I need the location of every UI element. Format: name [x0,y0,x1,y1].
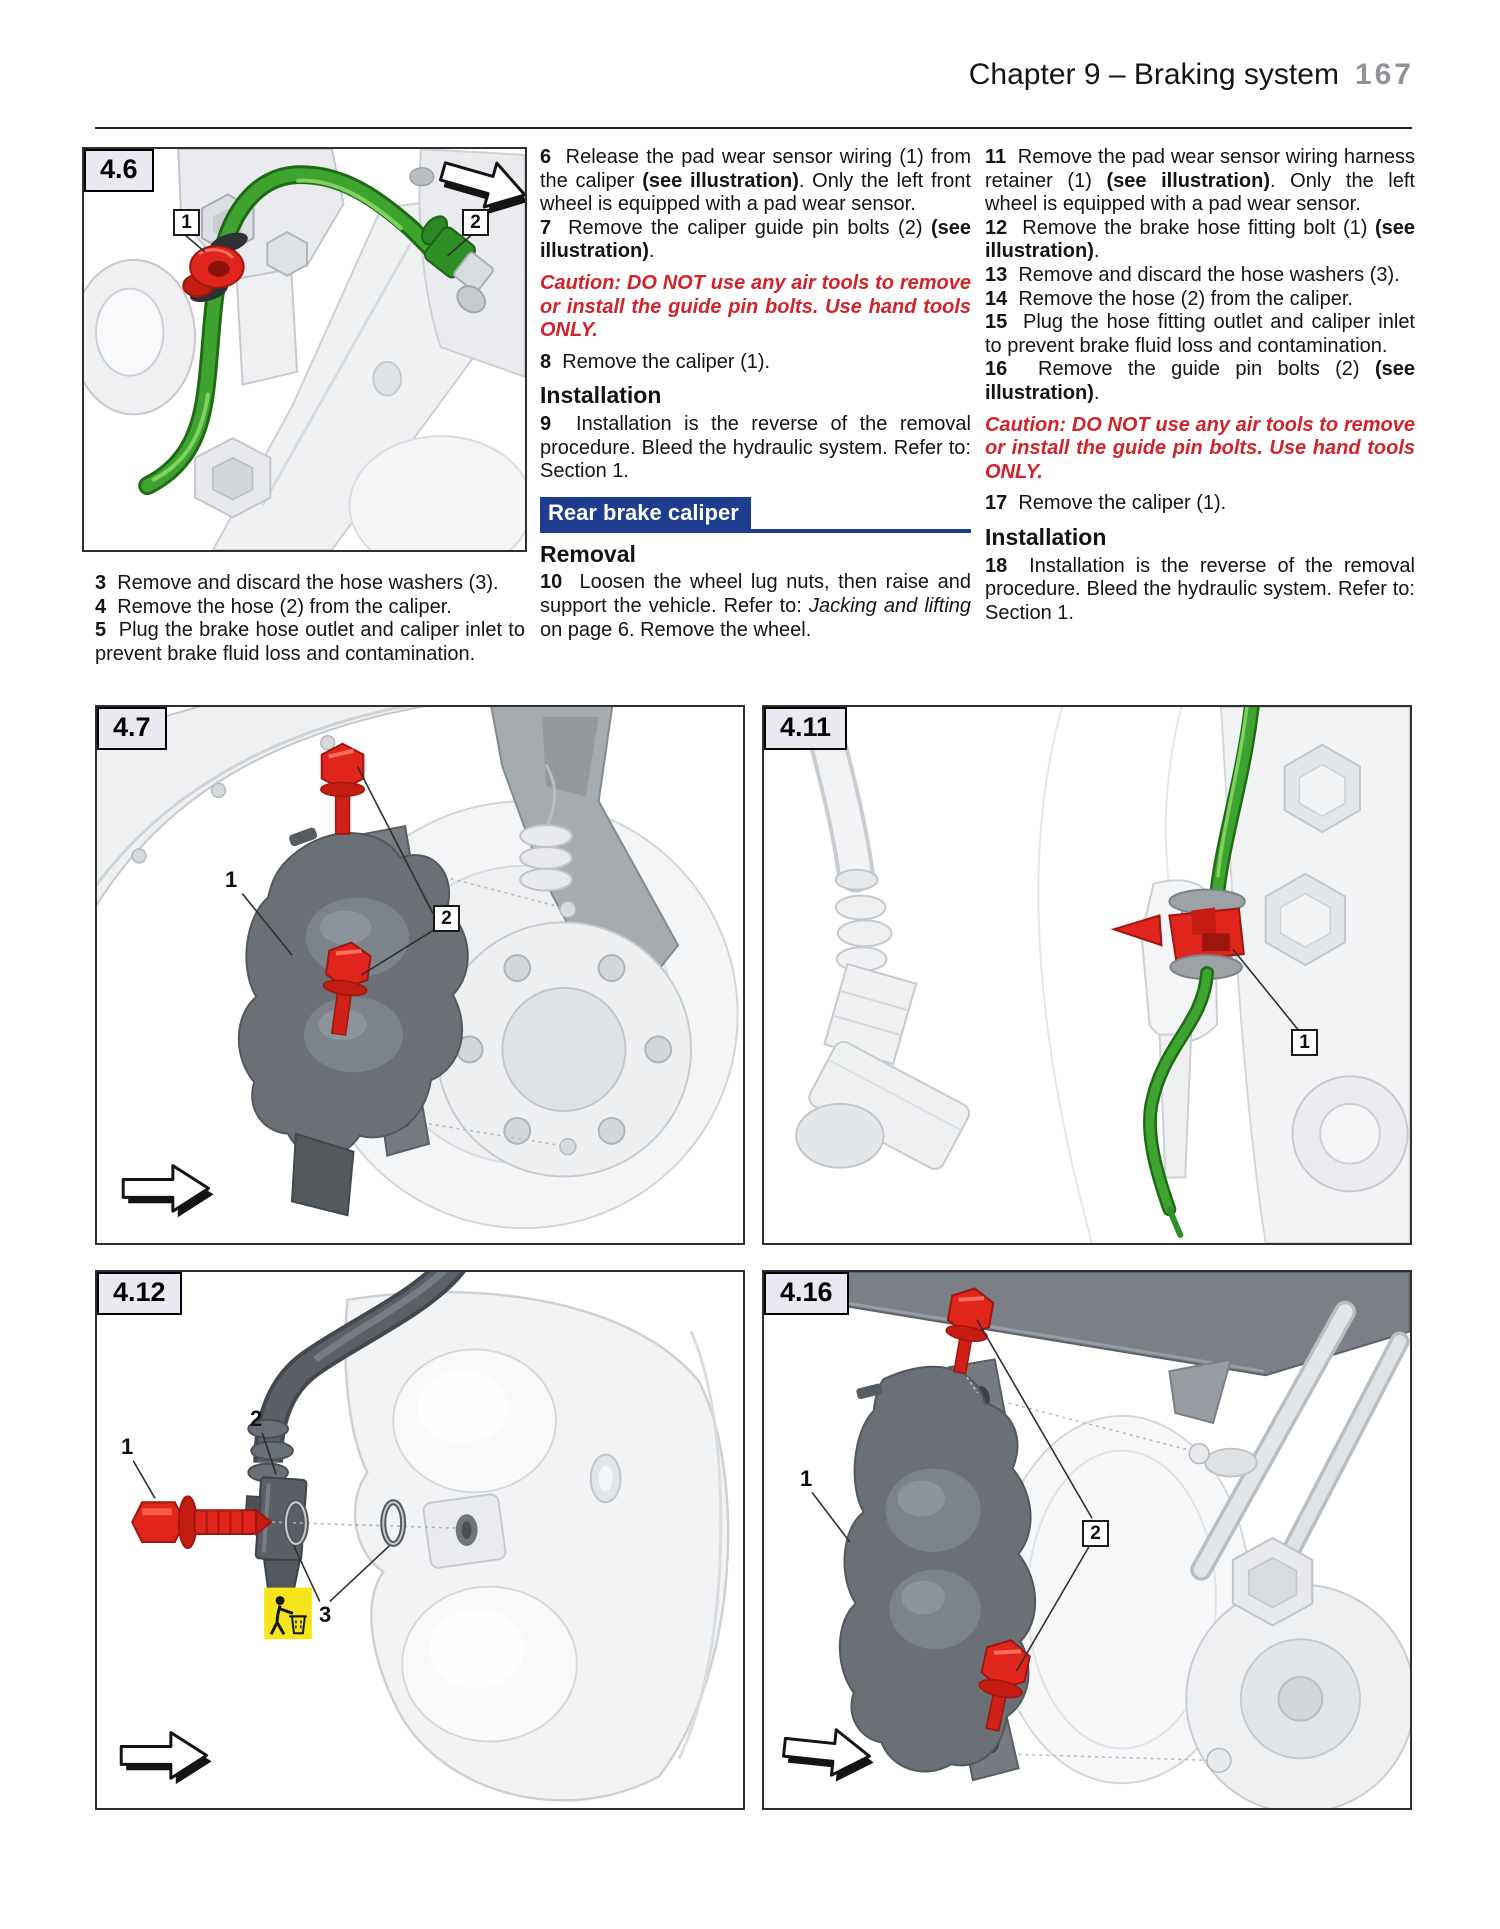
column-left [95,572,525,666]
figure-4-16-label: 4.16 [764,1272,849,1315]
step-6: 6 Release the pad wear sensor wiring (1) from the caliper (see illustration). Only the left front wheel is equipped with a pad wear sensor. [540,146,971,216]
installation-heading-2: Installation [985,523,1107,550]
figure-4-11-illustration [764,707,1410,1243]
step-15: 15 Plug the hose fitting outlet and caliper inlet to prevent brake fluid loss and contamination. [985,311,1415,357]
step-10: 10 Loosen the wheel lug nuts, then raise and support the vehicle. Refer to: Jacking and lifting on page 6. Remove the wheel. [540,571,972,641]
figure-4-7-label: 4.7 [97,707,167,750]
column-middle [540,146,971,642]
step-14: 14 Remove the hose (2) from the caliper. [985,287,1353,310]
figure-4-12-callout-2: 2 [250,1406,263,1431]
header-divider [95,127,1412,129]
figure-4-12-illustration [97,1272,743,1808]
chapter-title: Chapter 9 – Braking system [968,58,1339,91]
step-18: 18 Installation is the reverse of the removal procedure. Bleed the hydraulic system. Refer to: Section 1. [985,554,1415,624]
figure-4-16 [762,1270,1412,1810]
figure-4-12-callout-1: 1 [121,1434,134,1459]
figure-4-6-illustration [84,149,525,550]
step-13: 13 Remove and discard the hose washers (3). [985,263,1400,286]
caution-note: Caution: DO NOT use any air tools to remove or install the guide pin bolts. Use hand tools ONLY. [540,271,971,342]
figure-4-6-callout-2: 2 [462,209,489,236]
figure-4-12 [95,1270,745,1810]
figure-4-16-callout-1: 1 [800,1466,813,1491]
step-7: 7 Remove the caliper guide pin bolts (2) (see illustration). [540,216,971,263]
figure-4-11-label: 4.11 [764,707,847,750]
figure-4-6-label: 4.6 [84,149,154,192]
step-9: 9 Installation is the reverse of the removal procedure. Bleed the hydraulic system. Refer to: Section 1. [540,412,971,483]
discard-washers-icon [264,1588,312,1640]
step-11: 11 Remove the pad wear sensor wiring harness retainer (1) (see illustration). Only the left wheel is equipped with a pad wear sensor. [985,146,1415,216]
column-right [985,146,1415,625]
step-8: 8 Remove the caliper (1). [540,350,771,373]
rear-brake-caliper-section [540,497,971,533]
caution-note-2: Caution: DO NOT use any air tools to remove or install the guide pin bolts. Use hand tools ONLY. [985,413,1415,483]
installation-heading: Installation [540,382,662,409]
figure-4-7 [95,705,745,1245]
step-3: 3 Remove and discard the hose washers (3). [95,572,499,594]
page-number: 167 [1354,58,1414,91]
figure-4-12-label: 4.12 [97,1272,182,1315]
figure-4-7-callout-1: 1 [225,867,238,892]
section-heading-text: Rear brake caliper [540,497,751,529]
figure-4-11 [762,705,1412,1245]
step-5: 5 Plug the brake hose outlet and caliper inlet to prevent brake fluid loss and contamination. [95,619,525,665]
figure-4-7-callout-2: 2 [433,905,460,932]
step-4: 4 Remove the hose (2) from the caliper. [95,595,452,618]
removal-heading: Removal [540,540,636,567]
rear-brake-caliper-part [840,1359,1035,1780]
step-16: 16 Remove the guide pin bolts (2) (see illustration). [985,358,1415,404]
figure-4-16-callout-2: 2 [1082,1520,1109,1547]
step-17: 17 Remove the caliper (1). [985,492,1227,515]
figure-4-6-callout-1: 1 [173,209,200,236]
figure-4-6 [82,147,527,552]
figure-4-12-callout-3: 3 [319,1602,332,1627]
figure-4-7-illustration [97,707,743,1243]
step-12: 12 Remove the brake hose fitting bolt (1) (see illustration). [985,216,1415,263]
figure-4-11-callout-1: 1 [1291,1029,1318,1056]
page-header [969,58,1414,92]
